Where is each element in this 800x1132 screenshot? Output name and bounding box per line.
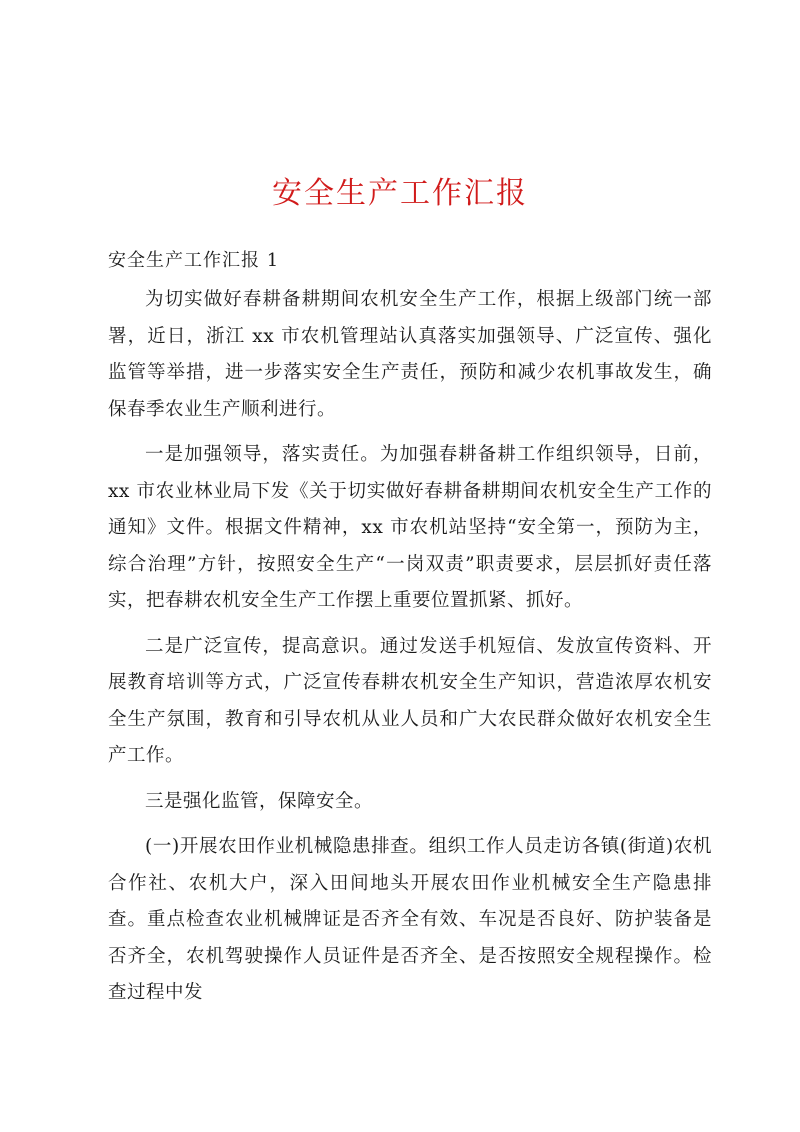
document-subtitle: 安全生产工作汇报 1	[108, 250, 280, 271]
paragraph-supervision: 三是强化监管，保障安全。	[145, 790, 374, 812]
paragraph-inspection: (一)开展农田作业机械隐患排查。组织工作人员走访各镇(街道)农机合作社、农机大户，深入田间地头开展农田作业机械安全生产隐患排查。重点检查农业机械牌证是否齐全有效、车况是否良好、防护装备是否齐全，农机驾驶操作人员证件是否齐全、是否按照安全规程操作。检查过程中发	[108, 836, 712, 1003]
paragraph-leadership: 一是加强领导，落实责任。为加强春耕备耕工作组织领导，日前，xx 市农业林业局下发《关于切实做好春耕备耕期间农机安全生产工作的通知》文件。根据文件精神，xx 市农机站坚持“安全第一，预防为主，综合治理”方针，按照安全生产“一岗双责”职责要求，层层抓好责任落实，把春耕农机安全生产工作摆上重要位置抓紧、抓好。	[108, 444, 712, 611]
paragraph-publicity: 二是广泛宣传，提高意识。通过发送手机短信、发放宣传资料、开展教育培训等方式，广泛宣传春耕农机安全生产知识，营造浓厚农机安全生产氛围，教育和引导农机从业人员和广大农民群众做好农机安全生产工作。	[108, 635, 712, 766]
document-title: 安全生产工作汇报	[272, 176, 528, 211]
document-body	[108, 282, 712, 1021]
paragraph-intro: 为切实做好春耕备耕期间农机安全生产工作，根据上级部门统一部署，近日，浙江 xx 市农机管理站认真落实加强领导、广泛宣传、强化监管等举措，进一步落实安全生产责任，预防和减少农机事故发生，确保春季农业生产顺利进行。	[108, 289, 712, 420]
